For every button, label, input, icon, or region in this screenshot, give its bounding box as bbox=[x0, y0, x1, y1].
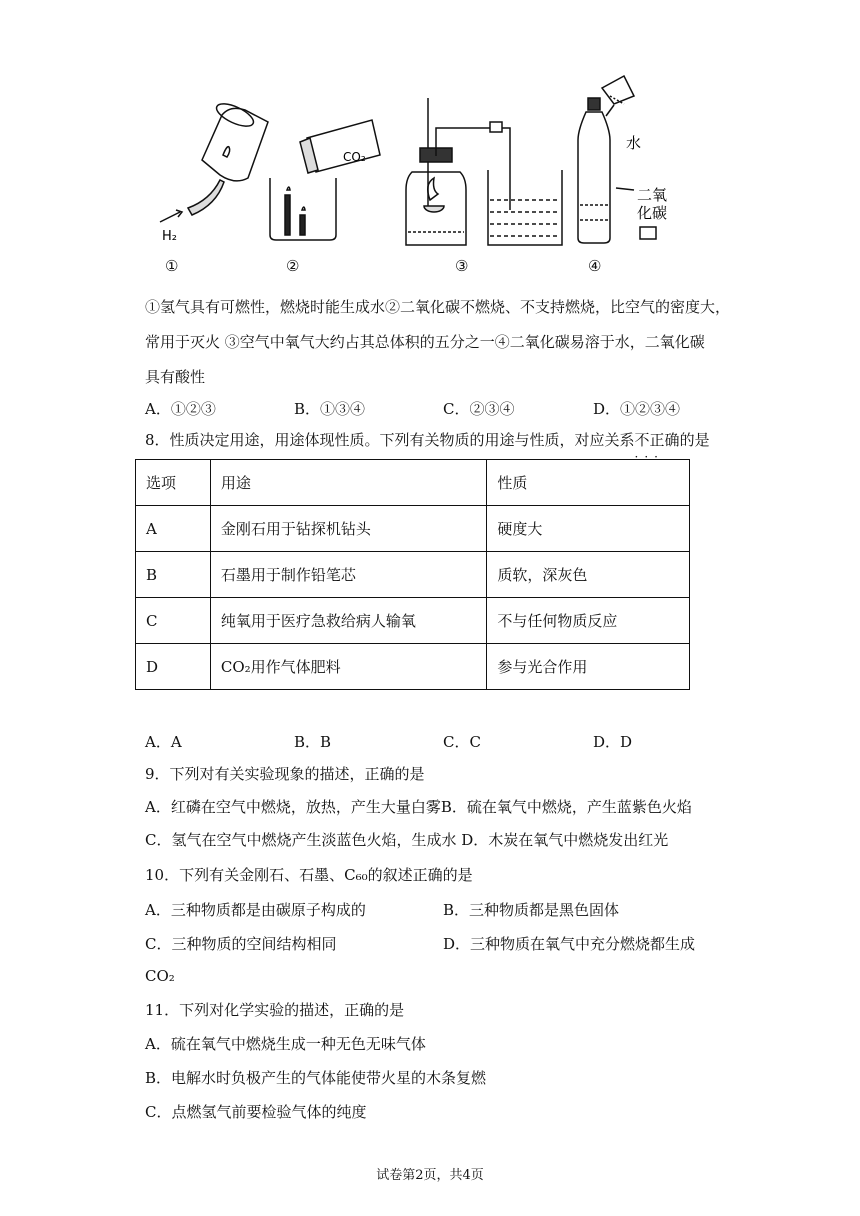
q11-option-c[interactable]: C．点燃氢气前要检验气体的纯度 bbox=[145, 1103, 367, 1121]
table-cell: 参与光合作用 bbox=[487, 644, 690, 690]
table-cell: 质软，深灰色 bbox=[487, 552, 690, 598]
table-cell: 纯氧用于医疗急救给病人输氧 bbox=[210, 598, 486, 644]
q7-option-b[interactable]: B．①③④ bbox=[294, 400, 366, 418]
table-header-cell: 选项 bbox=[136, 460, 211, 506]
q8-emphasis: 不正确 ··· bbox=[635, 431, 680, 449]
q8-option-c[interactable]: C．C bbox=[443, 733, 481, 751]
page-footer: 试卷第2页，共4页 bbox=[376, 1168, 484, 1183]
q10-option-c[interactable]: C．三种物质的空间结构相同 bbox=[145, 935, 337, 953]
table-row bbox=[136, 552, 690, 598]
water-label: 水 bbox=[626, 134, 642, 152]
figure-1-hydrogen-burning bbox=[160, 99, 268, 222]
q11-option-b[interactable]: B．电解水时负极产生的气体能使带火星的木条复燃 bbox=[145, 1069, 487, 1087]
table-cell: C bbox=[136, 598, 211, 644]
q10-option-d-continuation: CO₂ bbox=[145, 967, 175, 985]
q7-option-a[interactable]: A．①②③ bbox=[145, 400, 216, 418]
figure-label-4: ④ bbox=[588, 257, 602, 275]
q10-option-a[interactable]: A．三种物质都是由碳原子构成的 bbox=[145, 901, 366, 919]
figure-label-2: ② bbox=[286, 257, 300, 275]
table-cell: B bbox=[136, 552, 211, 598]
q9-options-line-2[interactable]: C．氢气在空气中燃烧产生淡蓝色火焰，生成水 D．木炭在氧气中燃烧发出红光 bbox=[145, 831, 669, 849]
q7-conclusion-line-2: 常用于灭火 ③空气中氧气大约占其总体积的五分之一④二氧化碳易溶于水，二氧化碳 bbox=[145, 333, 705, 351]
q8-option-b[interactable]: B．B bbox=[294, 733, 332, 751]
co2-bottle-label-1: 二氧 bbox=[637, 186, 668, 204]
figure-2-co2-candles bbox=[270, 120, 380, 240]
table-cell: 金刚石用于钻探机钻头 bbox=[210, 506, 486, 552]
q10-option-d[interactable]: D．三种物质在氧气中充分燃烧都生成 bbox=[443, 935, 696, 953]
table-row bbox=[136, 598, 690, 644]
q7-option-d[interactable]: D．①②③④ bbox=[593, 400, 681, 418]
q7-option-c[interactable]: C．②③④ bbox=[443, 400, 515, 418]
table-row bbox=[136, 506, 690, 552]
q8-option-a[interactable]: A．A bbox=[145, 733, 182, 751]
table-header-cell: 用途 bbox=[210, 460, 486, 506]
table-cell: A bbox=[136, 506, 211, 552]
q7-conclusion-line-1: ①氢气具有可燃性，燃烧时能生成水②二氧化碳不燃烧、不支持燃烧，比空气的密度大， bbox=[145, 298, 731, 316]
co2-bottle-label-2: 化碳 bbox=[637, 204, 668, 222]
experiment-figures bbox=[140, 60, 680, 285]
emphasis-dots: ··· bbox=[634, 450, 664, 464]
co2-label: CO₂ bbox=[343, 150, 366, 164]
table-header-cell: 性质 bbox=[487, 460, 690, 506]
figure-label-3: ③ bbox=[455, 257, 469, 275]
table-cell: 石墨用于制作铅笔芯 bbox=[210, 552, 486, 598]
figure-label-1: ① bbox=[165, 257, 179, 275]
q10-option-b[interactable]: B．三种物质都是黑色固体 bbox=[443, 901, 620, 919]
h2-label: H₂ bbox=[162, 229, 177, 244]
q9-stem: 9．下列对有关实验现象的描述，正确的是 bbox=[145, 765, 425, 783]
q10-stem: 10．下列有关金刚石、石墨、C₆₀的叙述正确的是 bbox=[145, 866, 473, 884]
table-row bbox=[136, 644, 690, 690]
table-header-row bbox=[136, 460, 690, 506]
table-cell: D bbox=[136, 644, 211, 690]
q11-option-a[interactable]: A．硫在氧气中燃烧生成一种无色无味气体 bbox=[145, 1035, 426, 1053]
table-cell: CO₂用作气体肥料 bbox=[210, 644, 486, 690]
table-cell: 不与任何物质反应 bbox=[487, 598, 690, 644]
q8-table bbox=[135, 459, 690, 690]
figure-3-oxygen-measurement bbox=[406, 98, 562, 245]
q8-stem: 8．性质决定用途，用途体现性质。下列有关物质的用途与性质，对应关系不正确 ··· 的是 bbox=[145, 430, 710, 450]
q8-option-d[interactable]: D．D bbox=[593, 733, 633, 751]
q9-options-line-1[interactable]: A．红磷在空气中燃烧，放热，产生大量白雾B．硫在氧气中燃烧，产生蓝紫色火焰 bbox=[145, 798, 692, 816]
q7-conclusion-line-3: 具有酸性 bbox=[145, 368, 206, 386]
q11-stem: 11．下列对化学实验的描述，正确的是 bbox=[145, 1001, 405, 1019]
table-cell: 硬度大 bbox=[487, 506, 690, 552]
